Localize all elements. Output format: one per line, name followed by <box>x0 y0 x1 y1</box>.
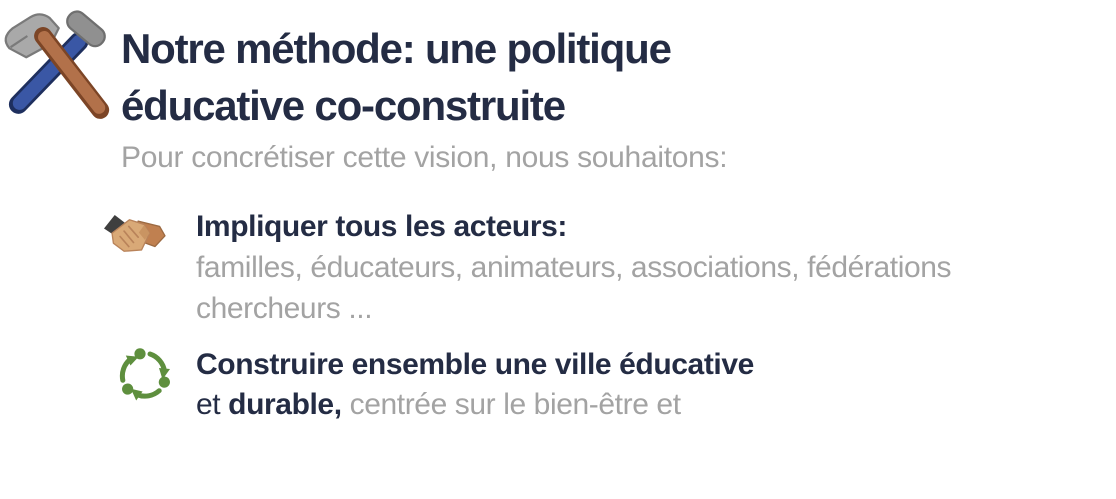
bullet-heading: Construire ensemble une ville éducative <box>196 348 754 381</box>
bullet-body-line: chercheurs ... <box>196 292 373 325</box>
crossed-hammers-icon <box>0 8 113 120</box>
page-title-line1: Notre méthode: une politique <box>121 25 671 72</box>
bullet-item-construire <box>196 345 754 425</box>
bullet-body-line <box>196 385 754 425</box>
bullet-heading: Impliquer tous les acteurs: <box>196 210 567 243</box>
bullet-item-impliquer <box>196 206 951 329</box>
bullet-body-rest: centrée sur le bien-être et <box>341 388 681 421</box>
handshake-icon <box>102 210 169 263</box>
bullet-body-line: familles, éducateurs, animateurs, associations, fédérations <box>196 251 952 284</box>
subtitle: Pour concrétiser cette vision, nous souhaitons: <box>121 141 728 174</box>
bullet-body-bold: durable, <box>228 388 342 421</box>
page-title-line2: éducative co-construite <box>121 82 565 129</box>
bullet-body-prefix: et <box>196 388 229 421</box>
cycle-arrows-icon <box>114 345 174 405</box>
page-title <box>121 20 671 134</box>
